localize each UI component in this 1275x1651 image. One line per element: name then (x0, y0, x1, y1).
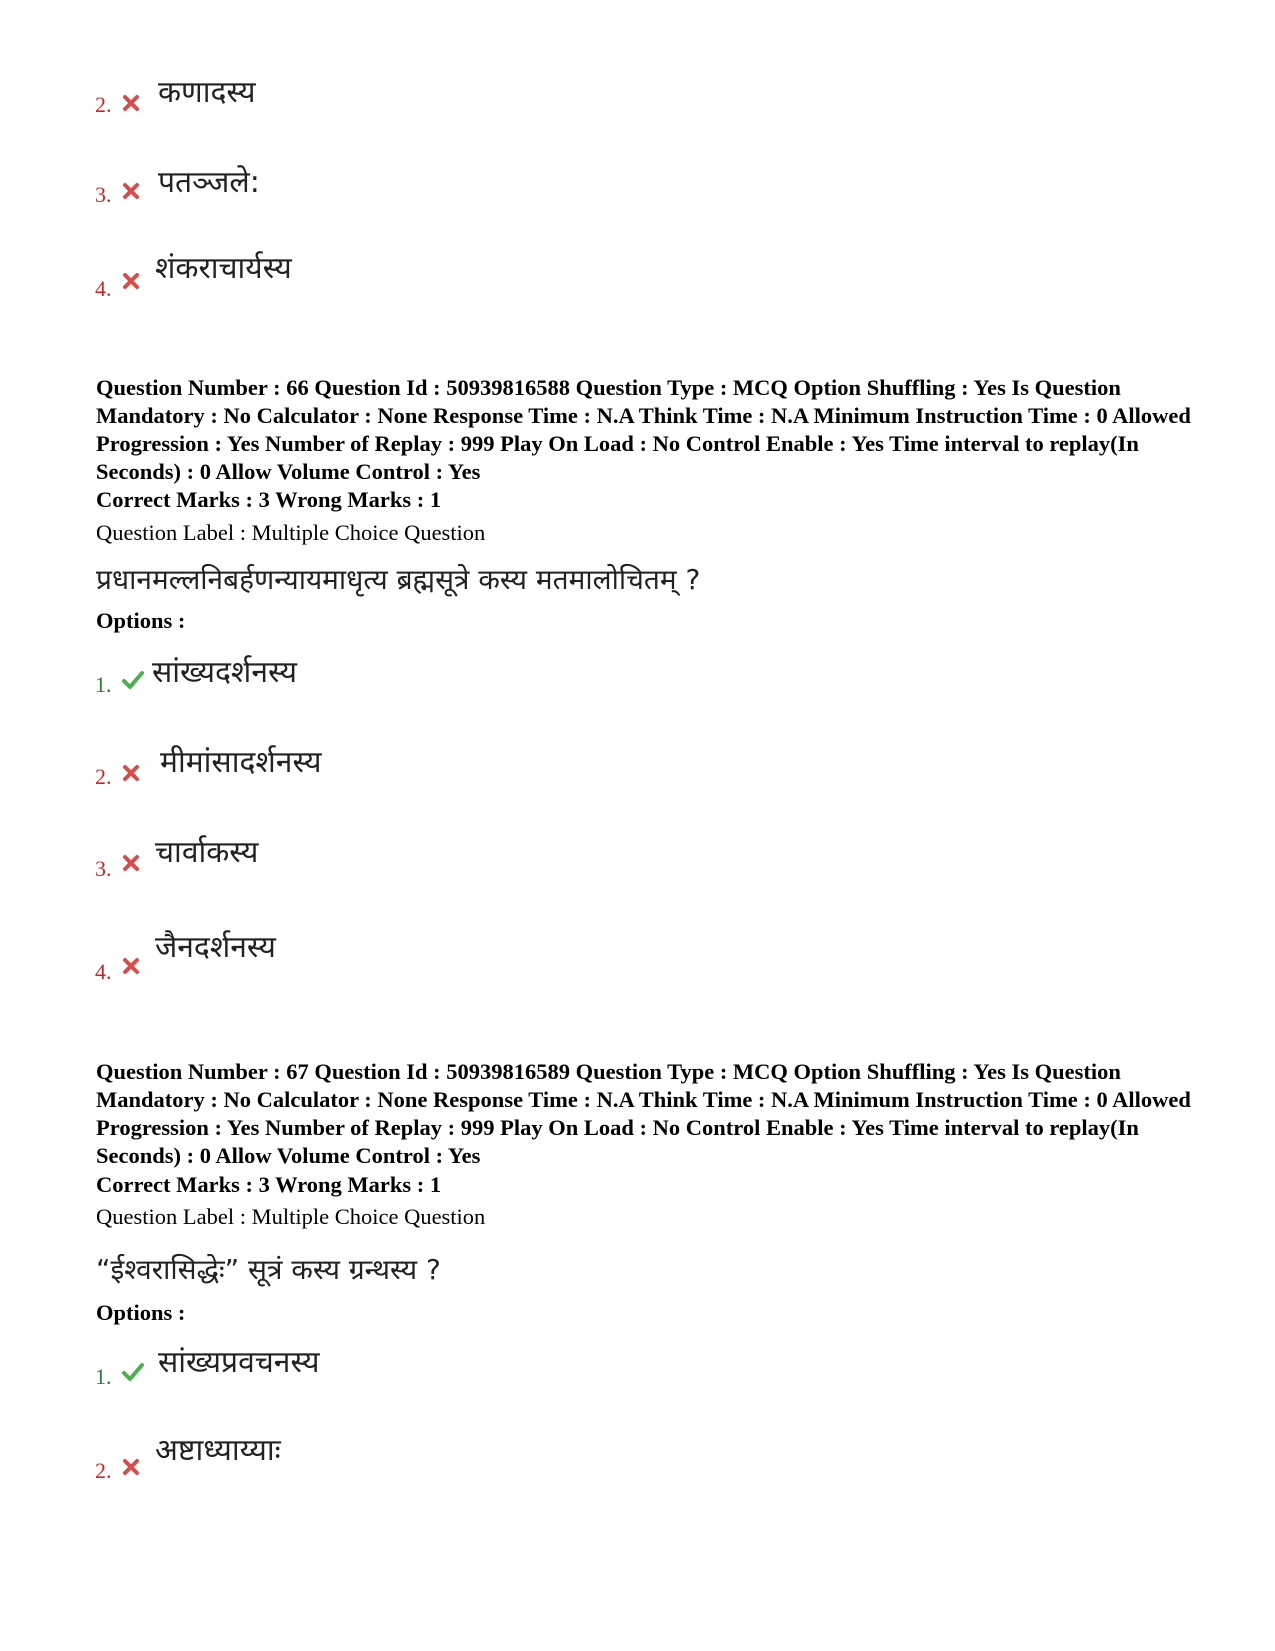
option-text: सांख्यदर्शनस्य (152, 655, 298, 690)
cross-icon (122, 764, 140, 782)
cross-icon (122, 957, 140, 975)
option-item (0, 830, 1275, 910)
cross-icon (122, 854, 140, 872)
option-item (0, 1428, 1275, 1508)
cross-icon (122, 1458, 140, 1476)
option-number: 3. (95, 182, 112, 207)
option-item (0, 925, 1275, 1005)
option-text: चार्वाकस्य (155, 835, 259, 870)
option-number: 2. (95, 764, 112, 789)
option-item (0, 70, 1275, 150)
cross-icon (122, 182, 140, 200)
option-item (0, 650, 1275, 730)
option-text: शंकराचार्यस्य (155, 251, 292, 286)
options-heading: Options : (96, 608, 186, 633)
option-text: सांख्यप्रवचनस्य (158, 1345, 320, 1380)
check-icon (122, 670, 144, 690)
option-text: पतञ्जले: (158, 165, 260, 200)
option-number: 2. (95, 92, 112, 117)
option-number: 3. (95, 856, 112, 881)
question-label: Question Label : Multiple Choice Question (96, 1204, 486, 1229)
option-number: 1. (95, 672, 112, 697)
question-marks: Correct Marks : 3 Wrong Marks : 1 (96, 487, 442, 512)
check-icon (122, 1362, 144, 1382)
question-text: प्रधानमल्लनिबर्हणन्यायमाधृत्य ब्रह्मसूत्रे कस्य मतमालोचितम् ? (96, 563, 701, 596)
option-number: 4. (95, 959, 112, 984)
question-meta: Question Number : 66 Question Id : 50939816588 Question Type : MCQ Option Shuffling : Yes Is Question Mandatory : No Calculator : None Response Time : N.A Think Time : N.A Minimum Instruction Time : 0 Allowed Progression : Yes Number of Replay : 999 Play On Load : No Control Enable : Yes Time interval to replay(In Seconds) : 0 Allow Volume Control : Yes (96, 375, 1191, 484)
question-marks: Correct Marks : 3 Wrong Marks : 1 (96, 1172, 442, 1197)
option-item (0, 160, 1275, 240)
question-text: “ईश्वरासिद्धेः” सूत्रं कस्य ग्रन्थस्य ? (96, 1253, 441, 1286)
option-text: जैनदर्शनस्य (155, 930, 276, 965)
option-number: 2. (95, 1458, 112, 1483)
option-text: अष्टाध्याय्याः (155, 1433, 281, 1468)
option-item (0, 740, 1275, 820)
question-label: Question Label : Multiple Choice Question (96, 520, 486, 545)
question-meta: Question Number : 67 Question Id : 50939816589 Question Type : MCQ Option Shuffling : Yes Is Question Mandatory : No Calculator : None Response Time : N.A Think Time : N.A Minimum Instruction Time : 0 Allowed Progression : Yes Number of Replay : 999 Play On Load : No Control Enable : Yes Time interval to replay(In Seconds) : 0 Allow Volume Control : Yes (96, 1059, 1191, 1168)
cross-icon (122, 272, 140, 290)
option-text: मीमांसादर्शनस्य (160, 745, 322, 780)
options-heading: Options : (96, 1300, 186, 1325)
option-number: 4. (95, 276, 112, 301)
option-text: कणादस्य (158, 75, 256, 110)
option-number: 1. (95, 1364, 112, 1389)
option-item (0, 1340, 1275, 1420)
option-item (0, 250, 1275, 330)
cross-icon (122, 94, 140, 112)
